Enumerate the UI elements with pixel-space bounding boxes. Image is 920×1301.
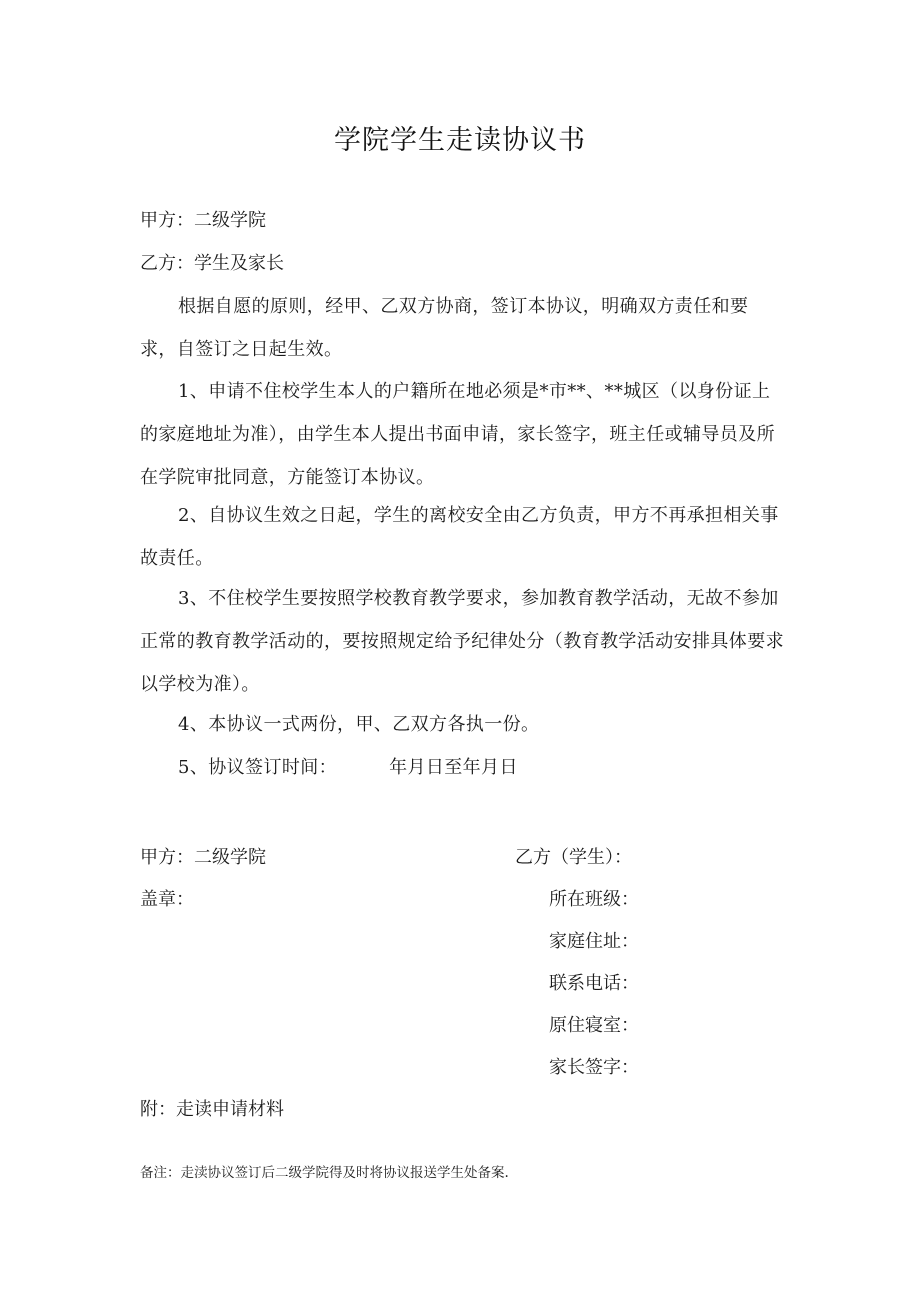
party-a-signature-label: 甲方：二级学院 — [140, 847, 266, 868]
clause-5 — [140, 746, 785, 789]
dorm-field-label: 原住寝室： — [549, 1015, 639, 1036]
footnote: 备注：走渎协议签订后二级学院得及时将协议报送学生处备案. — [140, 1165, 509, 1181]
seal-label: 盖章： — [140, 889, 194, 910]
party-b-signature-label: 乙方（学生）： — [515, 847, 632, 868]
attachment-line: 附：走读申请材料 — [140, 1099, 284, 1120]
address-field-label: 家庭住址： — [549, 931, 639, 952]
party-b-line: 乙方：学生及家长 — [140, 253, 284, 274]
phone-field-label: 联系电话： — [549, 973, 639, 994]
clause-5-label: 5、协议签订时间： — [178, 757, 338, 778]
clause-4: 4、本协议一式两份，甲、乙双方各执一份。 — [178, 714, 540, 735]
clause-3: 3、不住校学生要按照学校教育教学要求，参加教育教学活动，无故不参加正常的教育教学活动的，要按照规定给予纪律处分（教育教学活动安排具体要求以学校为准）。 — [140, 588, 784, 695]
party-a-line: 甲方：二级学院 — [140, 210, 266, 231]
document-title: 学院学生走读协议书 — [334, 125, 586, 156]
clause-2: 2、自协议生效之日起，学生的离校安全由乙方负责，甲方不再承担相关事故责任。 — [140, 505, 779, 569]
clause-5-dates: 年月日至年月日 — [389, 757, 518, 778]
parent-sign-field-label: 家长签字： — [549, 1057, 639, 1078]
class-field-label: 所在班级： — [549, 889, 639, 910]
clause-1: 1、申请不住校学生本人的户籍所在地必须是*市**、**城区（以身份证上的家庭地址为准），由学生本人提出书面申请，家长签字，班主任或辅导员及所在学院审批同意，方能签订本协议。 — [140, 381, 775, 488]
intro-paragraph: 根据自愿的原则，经甲、乙双方协商，签订本协议，明确双方责任和要求，自签订之日起生效。 — [140, 296, 749, 360]
